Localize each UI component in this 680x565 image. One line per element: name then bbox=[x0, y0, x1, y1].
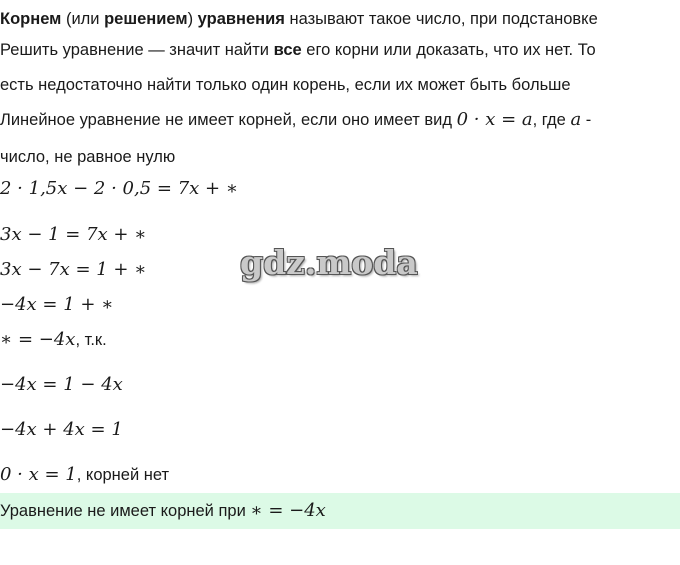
text: его корни или доказать, что их нет. То bbox=[301, 41, 596, 59]
step-8 bbox=[0, 464, 169, 486]
formula: 0 · x = a bbox=[456, 109, 533, 130]
definition-line-2 bbox=[0, 39, 596, 61]
definition-line-1 bbox=[0, 8, 598, 30]
text: , где bbox=[532, 111, 571, 129]
formula: ∗ = −4x bbox=[0, 329, 76, 350]
term-all: все bbox=[273, 41, 302, 59]
text: - bbox=[581, 111, 592, 129]
definition-line-4 bbox=[0, 109, 591, 131]
answer-line bbox=[0, 500, 326, 522]
term-solution: решением bbox=[104, 10, 188, 28]
definition-line-5: число, не равное нулю bbox=[0, 148, 176, 166]
step-7: −4x + 4x = 1 bbox=[0, 419, 123, 440]
step-4: −4x = 1 + ∗ bbox=[0, 294, 114, 315]
text: Линейное уравнение не имеет корней, если оно имеет вид bbox=[0, 111, 457, 129]
step-6: −4x = 1 − 4x bbox=[0, 374, 123, 395]
step-5 bbox=[0, 329, 107, 351]
formula: 0 · x = 1 bbox=[0, 464, 77, 485]
text: называют такое число, при подстановке bbox=[284, 10, 598, 28]
term-equation: уравнения bbox=[197, 10, 285, 28]
answer-formula: ∗ = −4x bbox=[250, 500, 326, 521]
text: (или bbox=[61, 10, 105, 28]
formula: a bbox=[570, 109, 582, 130]
step-1: 2 · 1,5x − 2 · 0,5 = 7x + ∗ bbox=[0, 178, 239, 199]
step-3: 3x − 7x = 1 + ∗ bbox=[0, 259, 147, 280]
text: Решить уравнение — значит найти bbox=[0, 41, 274, 59]
text: ) bbox=[187, 10, 198, 28]
watermark: gdz.moda bbox=[240, 243, 418, 282]
step-2: 3x − 1 = 7x + ∗ bbox=[0, 224, 147, 245]
answer-text: Уравнение не имеет корней при bbox=[0, 502, 251, 520]
term-root: Корнем bbox=[0, 10, 62, 28]
text: , т.к. bbox=[75, 331, 107, 349]
text: , корней нет bbox=[76, 466, 170, 484]
definition-line-3: есть недостаточно найти только один корень, если их может быть больше bbox=[0, 76, 571, 94]
